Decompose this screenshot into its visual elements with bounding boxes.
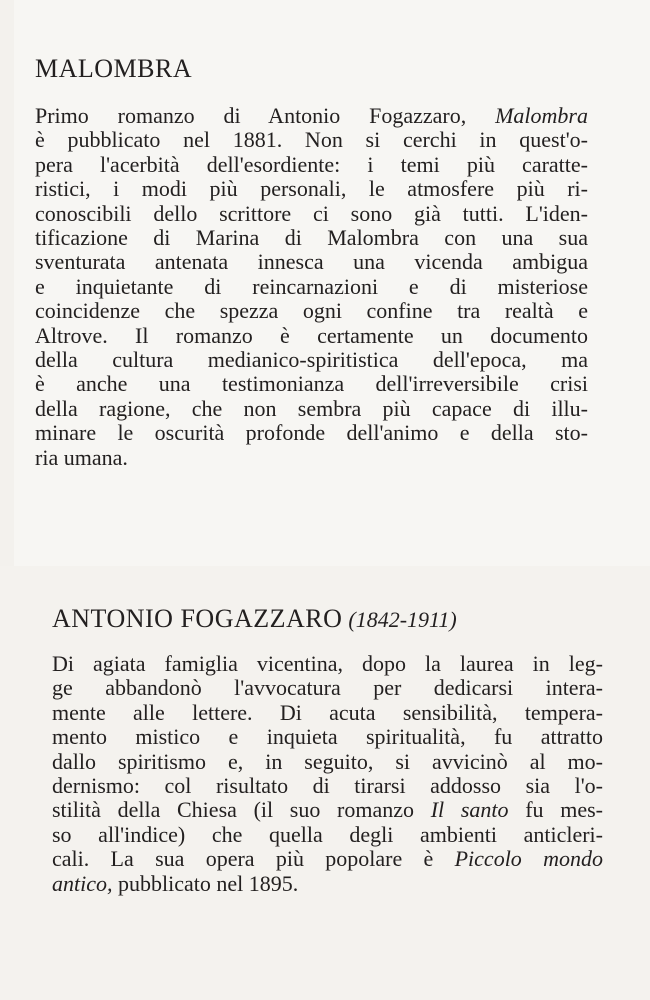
text-segment: della ragione, che non sembra più capace di illu-	[35, 395, 588, 421]
text-segment: conoscibili dello scrittore ci sono già tutti. L'iden-	[35, 200, 588, 226]
italic-title: Il santo	[430, 797, 509, 823]
text-line	[35, 299, 588, 323]
text-line	[35, 104, 588, 128]
text-line	[35, 348, 588, 372]
text-segment: ria umana.	[35, 444, 128, 470]
text-line	[52, 652, 603, 676]
text-segment: ristici, i modi più personali, le atmosfere più ri-	[35, 176, 588, 202]
text-line	[52, 872, 603, 896]
text-segment: fu mes-	[508, 797, 603, 823]
text-segment: è anche una testimonianza dell'irreversibile crisi	[35, 371, 588, 397]
text-line	[35, 128, 588, 152]
text-segment: stilità della Chiesa (il suo romanzo	[52, 797, 431, 823]
text-segment: pubblicato nel 1895.	[112, 870, 299, 896]
text-segment: e inquietante di reincarnazioni e di misteriose	[35, 273, 588, 299]
text-line	[52, 774, 603, 798]
italic-title: Malombra	[495, 103, 588, 128]
text-line	[35, 177, 588, 201]
text-segment: mente alle lettere. Di acuta sensibilità, tempera-	[52, 699, 603, 725]
text-segment: Di agiata famiglia vicentina, dopo la laurea in leg-	[52, 651, 603, 676]
author-name: ANTONIO FOGAZZARO	[52, 604, 343, 633]
text-line	[35, 153, 588, 177]
italic-title: Piccolo mondo	[454, 846, 603, 872]
book-title: MALOMBRA	[35, 54, 193, 83]
book-synopsis-paragraph	[35, 104, 588, 470]
text-line	[52, 847, 603, 871]
text-segment: ge abbandonò l'avvocatura per dedicarsi intera-	[52, 675, 603, 701]
text-segment: sventurata antenata innesca una vicenda ambigua	[35, 249, 588, 275]
text-line	[52, 701, 603, 725]
text-line	[52, 725, 603, 749]
author-life-dates: (1842-1911)	[348, 607, 457, 632]
text-segment: coincidenze che spezza ogni confine tra realtà e	[35, 298, 588, 324]
text-line	[35, 421, 588, 445]
text-line	[35, 226, 588, 250]
text-line	[35, 202, 588, 226]
text-line	[35, 324, 588, 348]
text-segment: minare le oscurità profonde dell'animo e della sto-	[35, 420, 588, 446]
text-line	[52, 823, 603, 847]
italic-title: antico,	[52, 870, 113, 896]
text-line	[35, 250, 588, 274]
text-line	[52, 750, 603, 774]
text-segment: Altrove. Il romanzo è certamente un documento	[35, 322, 588, 348]
text-segment: della cultura medianico-spiritistica dell'epoca, ma	[35, 347, 588, 373]
text-line	[52, 676, 603, 700]
author-heading	[52, 604, 457, 634]
author-biography-paragraph	[52, 652, 603, 896]
text-segment: pera l'acerbità dell'esordiente: i temi più caratte-	[35, 151, 588, 177]
text-segment: tificazione di Marina di Malombra con una sua	[35, 225, 588, 251]
text-line	[35, 275, 588, 299]
text-segment: dallo spiritismo e, in seguito, si avvicinò al mo-	[52, 748, 603, 774]
text-line	[52, 798, 603, 822]
text-segment: Primo romanzo di Antonio Fogazzaro,	[35, 103, 496, 128]
text-segment: cali. La sua opera più popolare è	[52, 846, 455, 872]
text-line	[35, 446, 588, 470]
text-line	[35, 397, 588, 421]
text-segment: è pubblicato nel 1881. Non si cerchi in quest'o-	[35, 127, 588, 153]
text-segment: so all'indice) che quella degli ambienti anticleri-	[52, 821, 603, 847]
text-line	[35, 372, 588, 396]
text-segment: mento mistico e inquieta spiritualità, fu attratto	[52, 724, 603, 750]
text-segment: dernismo: col risultato di tirarsi addosso sia l'o-	[52, 773, 603, 799]
